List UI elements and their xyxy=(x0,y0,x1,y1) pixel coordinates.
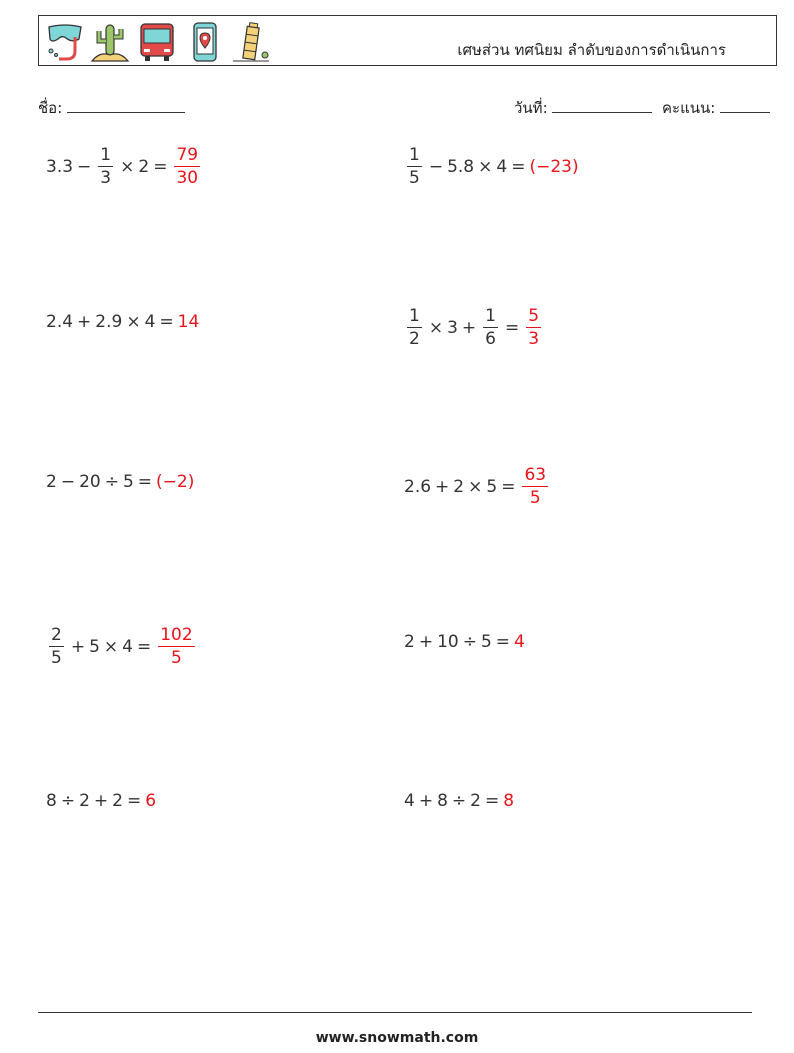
answer-numerator: 102 xyxy=(160,625,193,645)
score-blank xyxy=(720,98,770,113)
term: 5 xyxy=(480,632,492,652)
fraction xyxy=(407,308,422,348)
score-field xyxy=(662,96,770,120)
answer: 4 xyxy=(514,632,525,652)
operator: × xyxy=(120,157,135,177)
answer-denominator: 30 xyxy=(176,168,199,188)
term: 5 xyxy=(89,637,100,657)
answer: (−2) xyxy=(156,472,195,492)
fraction xyxy=(407,147,422,187)
operator: × xyxy=(126,312,141,332)
term: 8 xyxy=(46,791,57,811)
problem-5 xyxy=(46,472,194,492)
denominator: 5 xyxy=(409,168,420,188)
term: 2.4 xyxy=(46,312,74,332)
answer-numerator: 63 xyxy=(524,465,547,485)
numerator: 1 xyxy=(409,306,420,326)
fraction xyxy=(98,147,113,187)
term: 4 xyxy=(404,791,415,811)
answer-numerator: 5 xyxy=(528,306,540,326)
answer-denominator: 5 xyxy=(171,648,182,668)
term: 2 xyxy=(453,477,465,497)
answer-fraction xyxy=(158,627,194,667)
term: 5 xyxy=(122,472,134,492)
problem-6 xyxy=(404,467,551,507)
date-field xyxy=(514,96,652,120)
term: 10 xyxy=(437,632,459,652)
fraction xyxy=(49,627,64,667)
term: 4 xyxy=(496,157,508,177)
equals-sign: = xyxy=(484,791,500,811)
operator: × xyxy=(468,477,483,497)
term: 2 xyxy=(470,791,481,811)
term: 2 xyxy=(404,632,415,652)
operator: − xyxy=(60,472,76,492)
equals-sign: = xyxy=(137,472,153,492)
operator: + xyxy=(461,318,477,338)
answer: 8 xyxy=(503,791,515,811)
numerator: 1 xyxy=(100,145,112,165)
score-label: คะแนน: xyxy=(662,99,716,117)
operator: − xyxy=(77,157,92,177)
denominator: 5 xyxy=(51,648,62,668)
leaning-tower-icon xyxy=(231,21,271,63)
term: 4 xyxy=(144,312,156,332)
operator: + xyxy=(418,632,434,652)
name-blank xyxy=(67,98,185,113)
term: 4 xyxy=(122,637,133,657)
term: 3.3 xyxy=(46,157,74,177)
problem-8 xyxy=(404,632,525,652)
term: 2.6 xyxy=(404,477,432,497)
term: 2 xyxy=(138,157,150,177)
denominator: 6 xyxy=(485,329,496,349)
operator: ÷ xyxy=(104,472,119,492)
operator: − xyxy=(428,157,444,177)
problem-3 xyxy=(46,312,199,332)
equals-sign: = xyxy=(159,312,174,332)
worksheet-title: เศษส่วน ทศนิยม ลำดับของการดำเนินการ xyxy=(457,41,726,59)
problem-7 xyxy=(46,627,198,667)
answer-fraction xyxy=(174,147,200,187)
operator: + xyxy=(77,312,92,332)
equals-sign: = xyxy=(501,477,516,497)
answer-numerator: 79 xyxy=(176,145,199,165)
answer-fraction xyxy=(522,467,548,507)
answer: 14 xyxy=(177,312,200,332)
operator: × xyxy=(103,637,119,657)
term: 2 xyxy=(112,791,123,811)
problem-10 xyxy=(404,791,514,811)
answer-denominator: 5 xyxy=(529,488,541,508)
operator: + xyxy=(93,791,109,811)
term: 3 xyxy=(447,318,458,338)
problem-9 xyxy=(46,791,156,811)
name-label: ชื่อ: xyxy=(38,99,63,117)
problem-1 xyxy=(46,147,203,187)
bus-icon xyxy=(137,21,177,63)
operator: ÷ xyxy=(451,791,467,811)
term: 2 xyxy=(79,791,90,811)
answer: (−23) xyxy=(529,157,579,177)
date-label: วันที่: xyxy=(514,99,548,117)
snorkel-mask-icon xyxy=(45,21,85,63)
numerator: 2 xyxy=(51,625,62,645)
term: 8 xyxy=(437,791,448,811)
equals-sign: = xyxy=(504,318,520,338)
phone-location-icon xyxy=(185,21,225,63)
equals-sign: = xyxy=(511,157,526,177)
equals-sign: = xyxy=(126,791,142,811)
numerator: 1 xyxy=(485,306,496,326)
answer-fraction xyxy=(526,308,541,348)
term: 2 xyxy=(46,472,57,492)
fraction xyxy=(483,308,498,348)
equals-sign: = xyxy=(495,632,511,652)
operator: × xyxy=(428,318,444,338)
equals-sign: = xyxy=(153,157,168,177)
worksheet-header xyxy=(38,15,777,66)
denominator: 3 xyxy=(100,168,112,188)
operator: ÷ xyxy=(462,632,477,652)
numerator: 1 xyxy=(409,145,420,165)
equals-sign: = xyxy=(136,637,152,657)
answer-denominator: 3 xyxy=(528,329,540,349)
operator: + xyxy=(70,637,86,657)
term: 5.8 xyxy=(447,157,475,177)
date-blank xyxy=(552,98,652,113)
name-field xyxy=(38,96,185,120)
problem-2 xyxy=(404,147,579,187)
operator: × xyxy=(478,157,493,177)
operator: + xyxy=(435,477,450,497)
cactus-icon xyxy=(90,21,130,63)
problem-4 xyxy=(404,308,544,348)
operator: + xyxy=(418,791,434,811)
operator: ÷ xyxy=(60,791,76,811)
term: 20 xyxy=(79,472,101,492)
denominator: 2 xyxy=(409,329,420,349)
answer: 6 xyxy=(145,791,157,811)
footer-url[interactable]: www.snowmath.com xyxy=(315,1030,479,1046)
term: 2.9 xyxy=(95,312,123,332)
term: 5 xyxy=(486,477,498,497)
footer-divider xyxy=(38,1012,752,1013)
